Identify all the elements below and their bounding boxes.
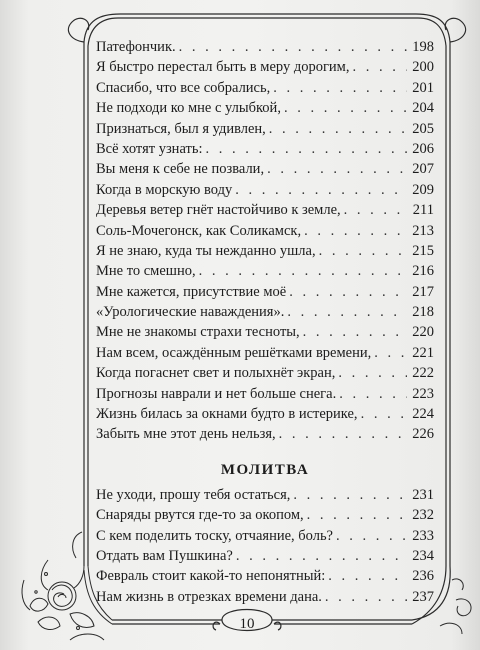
- toc-entry-page: 218: [412, 304, 434, 321]
- toc-entry-title: Патефончик.: [96, 39, 176, 55]
- toc-entry-page: 201: [412, 79, 434, 96]
- toc-entry-title: Вы меня к себе не позвали,: [96, 161, 265, 178]
- leader-dots: [304, 221, 407, 241]
- leader-dots: [303, 322, 407, 342]
- toc-entry-title: Когда погаснет свет и полыхнёт экран,: [96, 365, 336, 382]
- leader-dots: [361, 404, 407, 424]
- toc-entry-page: 232: [412, 507, 434, 524]
- toc-entry-page: 222: [412, 365, 434, 382]
- toc-entry-page: 223: [412, 385, 434, 402]
- toc-entry-page: 207: [412, 161, 434, 178]
- toc-entry-page: 205: [412, 120, 434, 137]
- toc-entry-title: Забыть мне этот день нельзя,: [96, 426, 276, 443]
- toc-entry: [96, 261, 434, 281]
- toc-entry: [96, 302, 434, 322]
- toc-entry: [96, 546, 434, 566]
- toc-entry-title: Мне не знакомы страхи тесноты,: [96, 324, 300, 341]
- toc-entry-page: 204: [412, 100, 434, 117]
- toc-entry-title: Соль-Мочегонск, как Соликамск,: [96, 222, 302, 239]
- toc-entry-title: С кем поделить тоску, отчаяние, боль?: [96, 527, 333, 544]
- toc-entry-title: Деревья ветер гнёт настойчиво к земле,: [96, 202, 341, 219]
- toc-entry: [96, 587, 434, 607]
- leader-dots: [374, 343, 407, 363]
- toc-entry-title: Отдать вам Пушкина?: [96, 547, 233, 564]
- toc-entry-title: Жизнь билась за окнами будто в истерике,: [96, 406, 358, 423]
- leader-dots: [293, 485, 407, 505]
- toc-entry: [96, 343, 434, 363]
- toc-entry-title: «Урологические наваждения».: [96, 304, 285, 321]
- toc-entry-page: 231: [412, 486, 434, 503]
- toc-entry: [96, 322, 434, 342]
- toc-entry-title: Не уходи, прошу тебя остаться,: [96, 486, 291, 503]
- toc-entry-title: Нам жизнь в отрезках времени дана.: [96, 588, 322, 605]
- table-of-contents: [96, 37, 434, 607]
- toc-entry: [96, 505, 434, 525]
- section-heading: МОЛИТВА: [220, 461, 310, 478]
- toc-entry: [96, 37, 434, 57]
- leader-dots: [289, 282, 407, 302]
- toc-entry: [96, 282, 434, 302]
- toc-entry: [96, 404, 434, 424]
- toc-entry-page: 215: [412, 242, 434, 259]
- leader-dots: [307, 505, 407, 525]
- leader-dots: [179, 37, 407, 57]
- leader-dots: [284, 98, 407, 118]
- leader-dots: [319, 241, 407, 261]
- leader-dots: [325, 587, 407, 607]
- toc-entry: [96, 78, 434, 98]
- toc-entry-title: Снаряды рвутся где-то за окопом,: [96, 507, 304, 524]
- toc-entry: [96, 424, 434, 444]
- leader-dots: [267, 159, 407, 179]
- toc-entry-title: Когда в морскую воду: [96, 181, 233, 198]
- toc-entry: [96, 221, 434, 241]
- toc-entry: [96, 180, 434, 200]
- leader-dots: [236, 546, 407, 566]
- toc-entry-page: 216: [412, 263, 434, 280]
- toc-entry-title: Признаться, был я удивлен,: [96, 120, 266, 137]
- toc-entry: [96, 241, 434, 261]
- leader-dots: [279, 424, 407, 444]
- toc-entry-page: 200: [412, 59, 434, 76]
- section-entries: [96, 485, 434, 607]
- page-number: 10: [239, 616, 255, 632]
- leader-dots: [339, 384, 407, 404]
- toc-entry-page: 237: [412, 588, 434, 605]
- leader-dots: [287, 302, 407, 322]
- toc-entry-title: Я не знаю, куда ты нежданно ушла,: [96, 242, 316, 259]
- leader-dots: [205, 139, 407, 159]
- toc-entry-title: Мне кажется, присутствие моё: [96, 283, 287, 300]
- toc-entry-title: Не подходи ко мне с улыбкой,: [96, 100, 281, 117]
- toc-entry-page: 224: [412, 406, 434, 423]
- toc-entry-page: 236: [412, 568, 434, 585]
- toc-entry: [96, 98, 434, 118]
- toc-entry: [96, 384, 434, 404]
- leader-dots: [344, 200, 407, 220]
- leader-dots: [328, 566, 407, 586]
- toc-entry-title: Спасибо, что все собрались,: [96, 79, 271, 96]
- leader-dots: [338, 363, 407, 383]
- toc-entry: [96, 485, 434, 505]
- leader-dots: [273, 78, 407, 98]
- toc-entry-title: Всё хотят узнать:: [96, 140, 203, 157]
- toc-entry: [96, 566, 434, 586]
- toc-entry-page: 221: [412, 344, 434, 361]
- toc-entry: [96, 526, 434, 546]
- leader-dots: [269, 119, 407, 139]
- toc-entry-page: 213: [412, 222, 434, 239]
- toc-entry: [96, 159, 434, 179]
- toc-entry-page: 206: [412, 140, 434, 157]
- toc-entry: [96, 119, 434, 139]
- leader-dots: [199, 261, 407, 281]
- toc-entry-page: 220: [412, 324, 434, 341]
- toc-entry-title: Нам всем, осаждённым решётками времени,: [96, 344, 372, 361]
- toc-entry-page: 198: [412, 39, 434, 55]
- toc-entry-title: Мне то смешно,: [96, 263, 196, 280]
- leader-dots: [235, 180, 407, 200]
- toc-entry-page: 217: [412, 283, 434, 300]
- toc-entry-page: 233: [412, 527, 434, 544]
- toc-entry-page: 209: [412, 181, 434, 198]
- toc-entry-title: Я быстро перестал быть в меру дорогим,: [96, 59, 350, 76]
- leader-dots: [352, 57, 407, 77]
- leader-dots: [336, 526, 407, 546]
- toc-entry: [96, 363, 434, 383]
- toc-entry-page: 226: [412, 426, 434, 443]
- toc-entry-page: 211: [412, 202, 434, 219]
- toc-entry: [96, 57, 434, 77]
- toc-entry-page: 234: [412, 547, 434, 564]
- toc-entry: [96, 139, 434, 159]
- toc-entry: [96, 200, 434, 220]
- toc-entry-title: Прогнозы наврали и нет больше снега.: [96, 385, 337, 402]
- toc-entry-title: Февраль стоит какой-то непонятный:: [96, 568, 326, 585]
